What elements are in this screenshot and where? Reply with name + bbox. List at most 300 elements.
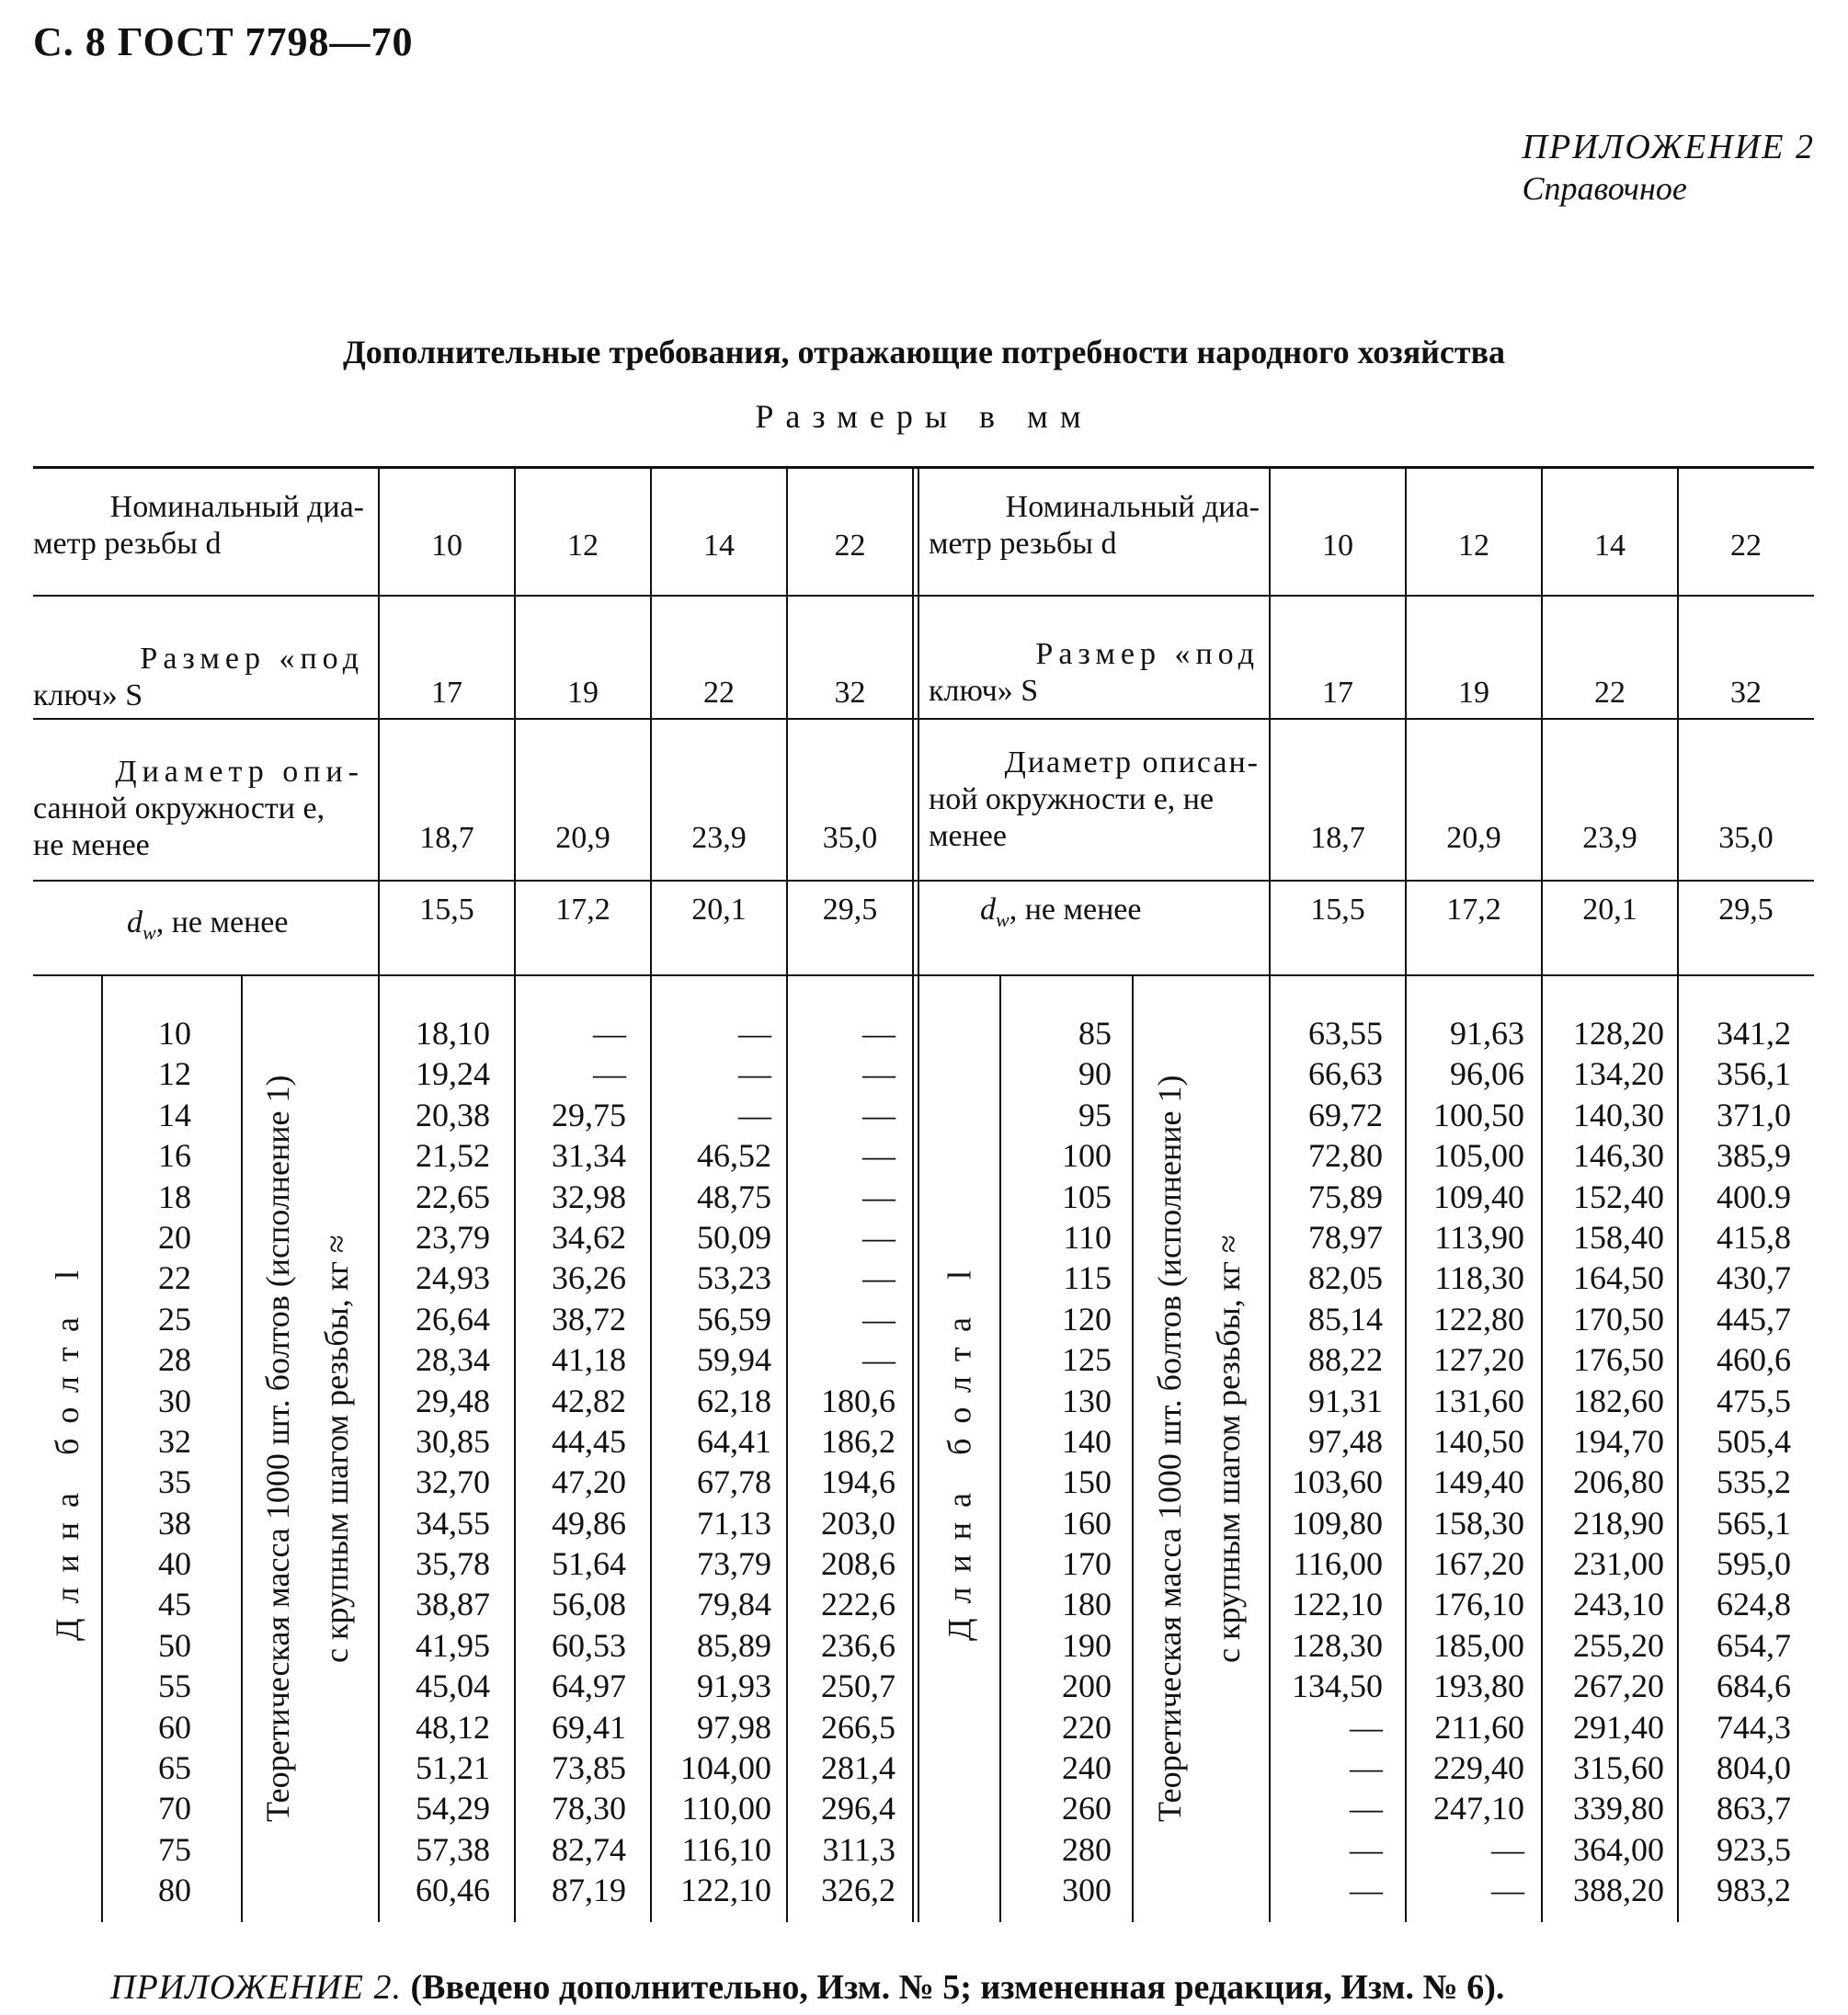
table-cell: 32: [158, 1422, 191, 1460]
table-cell: 804,0: [1717, 1749, 1791, 1787]
wrench-size-value: 22: [1594, 676, 1626, 710]
table-cell: 73,85: [552, 1749, 626, 1787]
table-cell: —: [1350, 1790, 1383, 1827]
table-cell: 140: [1062, 1422, 1112, 1460]
table-cell: 231,00: [1573, 1545, 1664, 1583]
table-cell: —: [593, 1055, 626, 1093]
table-cell: 66,63: [1308, 1055, 1383, 1093]
right-lengths-column: [1001, 1013, 1112, 1911]
page-header: С. 8 ГОСТ 7798—70: [33, 19, 414, 64]
nominal-diameter-value: 22: [1730, 529, 1762, 563]
table-cell: 25: [158, 1300, 191, 1338]
table-cell: 12: [158, 1055, 191, 1093]
table-cell: 14: [158, 1096, 191, 1133]
table-cell: 164,50: [1573, 1259, 1664, 1297]
dw-symbol: d: [127, 905, 143, 939]
table-cell: 97,98: [697, 1708, 771, 1746]
table-cell: 236,6: [821, 1626, 895, 1664]
left-d22-column: [788, 1013, 895, 1911]
table-cell: 116,10: [681, 1830, 771, 1868]
table-cell: 109,80: [1292, 1504, 1383, 1542]
circumscribed-value: 35,0: [1718, 821, 1774, 855]
table-cell: 21,52: [416, 1137, 490, 1175]
table-cell: 34,55: [416, 1504, 490, 1542]
table-cell: 29,75: [552, 1096, 626, 1133]
dw-symbol: d: [980, 893, 996, 927]
right-d14-column: [1543, 1013, 1664, 1911]
left-d10-column: [380, 1013, 490, 1911]
table-cell: 103,60: [1292, 1463, 1383, 1501]
table-cell: 45,04: [416, 1668, 490, 1705]
table-cell: 140,50: [1433, 1422, 1524, 1460]
table-cell: 140,30: [1573, 1096, 1664, 1133]
table-cell: 100,50: [1433, 1096, 1524, 1133]
table-cell: 182,60: [1573, 1382, 1664, 1419]
table-cell: 51,21: [416, 1749, 490, 1787]
table-cell: 146,30: [1573, 1137, 1664, 1175]
table-cell: 744,3: [1717, 1708, 1791, 1746]
table-cell: 75: [158, 1830, 191, 1868]
table-cell: 85,14: [1308, 1300, 1383, 1338]
wrench-size-label-left-line2: ключ» S: [33, 678, 143, 712]
mass-label-left-line2: с крупным шагом резьбы, кг ≈: [318, 1235, 355, 1663]
wrench-size-label-right-line1: Размер «под: [1035, 637, 1260, 671]
table-cell: 281,4: [821, 1749, 895, 1787]
nominal-diameter-label-right-line1: Номинальный диа-: [1005, 490, 1260, 524]
circumscribed-value: 23,9: [1582, 821, 1637, 855]
table-cell: 71,13: [697, 1504, 771, 1542]
table-cell: 110,00: [681, 1790, 771, 1827]
table-cell: 684,6: [1717, 1668, 1791, 1705]
units-note: Размеры в мм: [755, 398, 1093, 435]
right-d22-column: [1679, 1013, 1791, 1911]
table-cell: 53,23: [697, 1259, 771, 1297]
table-cell: 35,78: [416, 1545, 490, 1583]
table-cell: 983,2: [1717, 1872, 1791, 1909]
table-cell: 57,38: [416, 1830, 490, 1868]
table-cell: 190: [1062, 1626, 1112, 1664]
table-cell: 18,10: [416, 1015, 490, 1052]
nominal-diameter-value: 10: [1322, 529, 1353, 563]
table-cell: 280: [1062, 1830, 1112, 1868]
table-cell: 24,93: [416, 1259, 490, 1297]
footer-appendix-ref: ПРИЛОЖЕНИЕ 2.: [110, 1968, 402, 2007]
table-top-rule: [33, 466, 1814, 469]
table-rule: [912, 468, 914, 1922]
table-cell: —: [738, 1096, 771, 1133]
table-cell: 88,22: [1308, 1341, 1383, 1379]
table-cell: 229,40: [1433, 1749, 1524, 1787]
table-cell: 41,95: [416, 1626, 490, 1664]
table-cell: 149,40: [1433, 1463, 1524, 1501]
table-cell: 300: [1062, 1872, 1112, 1909]
table-cell: 364,00: [1573, 1830, 1664, 1868]
table-cell: 118,30: [1434, 1259, 1524, 1297]
mass-label-left-line1: Теоретическая масса 1000 шт. болтов (исполнение 1): [259, 1075, 296, 1823]
table-cell: 46,52: [697, 1137, 771, 1175]
table-cell: 91,63: [1450, 1015, 1524, 1052]
table-cell: 128,30: [1292, 1626, 1383, 1664]
nominal-diameter-label-left-line1: Номинальный диа-: [109, 490, 364, 524]
table-cell: 243,10: [1573, 1586, 1664, 1623]
table-cell: 40: [158, 1545, 191, 1583]
table-cell: 50: [158, 1626, 191, 1664]
wrench-size-value: 32: [1730, 676, 1762, 710]
table-rule: [1132, 975, 1134, 1922]
wrench-size-value: 17: [431, 676, 462, 710]
circumscribed-value: 18,7: [419, 821, 474, 855]
table-cell: 206,80: [1573, 1463, 1664, 1501]
table-cell: 80: [158, 1872, 191, 1909]
nominal-diameter-value: 14: [1594, 529, 1626, 563]
table-cell: 29,48: [416, 1382, 490, 1419]
table-cell: 96,06: [1450, 1055, 1524, 1093]
table-cell: 120: [1062, 1300, 1112, 1338]
dw-value: 20,1: [691, 893, 747, 927]
table-cell: 535,2: [1717, 1463, 1791, 1501]
table-cell: 211,60: [1434, 1708, 1524, 1746]
appendix-subtitle: Справочное: [1522, 170, 1687, 207]
table-cell: —: [862, 1055, 895, 1093]
table-cell: —: [1350, 1749, 1383, 1787]
mass-label-right-line1: Теоретическая масса 1000 шт. болтов (исполнение 1): [1151, 1075, 1188, 1823]
left-lengths-column: [103, 1013, 191, 1911]
circumscribed-value: 35,0: [822, 821, 878, 855]
table-cell: —: [862, 1015, 895, 1052]
table-cell: 240: [1062, 1749, 1112, 1787]
table-cell: 18: [158, 1178, 191, 1215]
footer-note: [110, 1967, 1504, 2008]
table-cell: 78,30: [552, 1790, 626, 1827]
table-cell: 150: [1062, 1463, 1112, 1501]
table-rule: [33, 880, 1814, 882]
table-cell: 30,85: [416, 1422, 490, 1460]
table-cell: 59,94: [697, 1341, 771, 1379]
table-cell: 70: [158, 1790, 191, 1827]
table-cell: 134,50: [1292, 1668, 1383, 1705]
table-cell: 122,10: [680, 1872, 771, 1909]
table-cell: —: [862, 1096, 895, 1133]
table-cell: 176,50: [1573, 1341, 1664, 1379]
table-cell: 105,00: [1433, 1137, 1524, 1175]
circumscribed-value: 20,9: [555, 821, 610, 855]
table-cell: 371,0: [1717, 1096, 1791, 1133]
table-cell: 60: [158, 1708, 191, 1746]
table-cell: 91,31: [1308, 1382, 1383, 1419]
table-cell: 505,4: [1717, 1422, 1791, 1460]
table-cell: 60,46: [416, 1872, 490, 1909]
table-cell: 78,97: [1308, 1218, 1383, 1256]
table-cell: 45: [158, 1586, 191, 1623]
table-cell: 267,20: [1573, 1668, 1664, 1705]
table-cell: 63,55: [1308, 1015, 1383, 1052]
table-rule: [33, 595, 1814, 597]
wrench-size-value: 32: [834, 676, 866, 710]
circumscribed-label-right-line3: менее: [929, 819, 1007, 853]
table-cell: 291,40: [1573, 1708, 1664, 1746]
table-cell: 91,93: [697, 1668, 771, 1705]
circumscribed-value: 20,9: [1446, 821, 1501, 855]
table-cell: 326,2: [821, 1872, 895, 1909]
table-cell: —: [862, 1218, 895, 1256]
table-cell: 64,41: [697, 1422, 771, 1460]
footer-revision-text: (Введено дополнительно, Изм. № 5; измененная редакция, Изм. № 6).: [410, 1968, 1505, 2007]
table-cell: 60,53: [552, 1626, 626, 1664]
table-cell: 315,60: [1573, 1749, 1664, 1787]
table-cell: 125: [1062, 1341, 1112, 1379]
table-cell: —: [1491, 1830, 1524, 1868]
table-cell: 47,20: [552, 1463, 626, 1501]
table-cell: 385,9: [1717, 1137, 1791, 1175]
table-cell: 34,62: [552, 1218, 626, 1256]
table-cell: 22: [158, 1259, 191, 1297]
table-cell: 460,6: [1717, 1341, 1791, 1379]
table-cell: 62,18: [697, 1382, 771, 1419]
table-cell: 167,20: [1433, 1545, 1524, 1583]
table-cell: 20: [158, 1218, 191, 1256]
nominal-diameter-value: 12: [567, 529, 599, 563]
dw-label-right: [980, 892, 1141, 939]
table-cell: 95: [1078, 1096, 1112, 1133]
table-cell: —: [862, 1137, 895, 1175]
dw-value: 29,5: [1718, 893, 1774, 927]
table-cell: 115: [1063, 1259, 1112, 1297]
nominal-diameter-value: 22: [834, 529, 866, 563]
dw-value: 29,5: [822, 893, 878, 927]
wrench-size-value: 19: [567, 676, 599, 710]
table-cell: 67,78: [697, 1463, 771, 1501]
table-cell: 48,75: [697, 1178, 771, 1215]
dw-subscript: w: [996, 907, 1010, 931]
table-cell: 42,82: [552, 1382, 626, 1419]
table-cell: 176,10: [1433, 1586, 1524, 1623]
bolt-length-label-right: Длина болта l: [941, 1256, 978, 1642]
table-cell: 180: [1062, 1586, 1112, 1623]
dw-value: 15,5: [1310, 893, 1365, 927]
table-cell: 158,40: [1573, 1218, 1664, 1256]
table-cell: 69,72: [1308, 1096, 1383, 1133]
table-cell: 565,1: [1717, 1504, 1791, 1542]
table-cell: 10: [158, 1015, 191, 1052]
table-cell: 400.9: [1717, 1178, 1791, 1215]
wrench-size-value: 17: [1322, 676, 1353, 710]
table-cell: 72,80: [1308, 1137, 1383, 1175]
table-cell: 923,5: [1717, 1830, 1791, 1868]
table-cell: 445,7: [1717, 1300, 1791, 1338]
dw-label-left: [127, 905, 288, 951]
table-cell: 388,20: [1573, 1872, 1664, 1909]
dw-subscript: w: [143, 920, 156, 944]
table-cell: 56,59: [697, 1300, 771, 1338]
table-cell: —: [862, 1178, 895, 1215]
table-cell: 430,7: [1717, 1259, 1791, 1297]
table-cell: 65: [158, 1749, 191, 1787]
table-cell: 152,40: [1573, 1178, 1664, 1215]
table-cell: 82,74: [552, 1830, 626, 1868]
dw-value: 20,1: [1582, 893, 1637, 927]
circumscribed-value: 23,9: [691, 821, 747, 855]
table-cell: —: [1350, 1830, 1383, 1868]
table-cell: 266,5: [821, 1708, 895, 1746]
table-cell: 20,38: [416, 1096, 490, 1133]
table-cell: —: [862, 1259, 895, 1297]
table-cell: 31,34: [552, 1137, 626, 1175]
table-cell: 122,10: [1292, 1586, 1383, 1623]
table-cell: 193,80: [1433, 1668, 1524, 1705]
nominal-diameter-label-right-line2: метр резьбы d: [929, 527, 1117, 561]
dw-value: 15,5: [419, 893, 474, 927]
nominal-diameter-label-left-line2: метр резьбы d: [33, 527, 222, 561]
table-cell: 38: [158, 1504, 191, 1542]
table-cell: 250,7: [821, 1668, 895, 1705]
circumscribed-label-right-line2: ной окружности e, не: [929, 782, 1215, 816]
document-title: Дополнительные требования, отражающие потребности народного хозяйства: [342, 334, 1506, 370]
table-cell: —: [1350, 1872, 1383, 1909]
table-cell: 186,2: [821, 1422, 895, 1460]
table-cell: 194,70: [1573, 1422, 1664, 1460]
table-cell: 22,65: [416, 1178, 490, 1215]
table-cell: 208,6: [821, 1545, 895, 1583]
table-cell: 260: [1062, 1790, 1112, 1827]
table-cell: 41,18: [552, 1341, 626, 1379]
table-cell: 130: [1062, 1382, 1112, 1419]
table-cell: 122,80: [1433, 1300, 1524, 1338]
table-cell: 222,6: [821, 1586, 895, 1623]
table-rule: [33, 718, 1814, 720]
table-cell: 247,10: [1433, 1790, 1524, 1827]
table-cell: 160: [1062, 1504, 1112, 1542]
table-cell: —: [862, 1341, 895, 1379]
mass-label-right-line2: с крупным шагом резьбы, кг ≈: [1210, 1235, 1247, 1663]
appendix-title: ПРИЛОЖЕНИЕ 2: [1522, 128, 1815, 166]
table-cell: 203,0: [821, 1504, 895, 1542]
table-rule: [241, 975, 243, 1922]
nominal-diameter-value: 12: [1458, 529, 1489, 563]
table-cell: 255,20: [1573, 1626, 1664, 1664]
table-cell: 16: [158, 1137, 191, 1175]
table-cell: 30: [158, 1382, 191, 1419]
table-cell: 55: [158, 1668, 191, 1705]
table-cell: 475,5: [1717, 1382, 1791, 1419]
table-cell: 97,48: [1308, 1422, 1383, 1460]
table-cell: —: [593, 1015, 626, 1052]
table-cell: 185,00: [1433, 1626, 1524, 1664]
wrench-size-value: 19: [1458, 676, 1489, 710]
wrench-size-label-left-line1: Размер «под: [140, 642, 364, 676]
table-cell: 100: [1062, 1137, 1112, 1175]
table-cell: 50,09: [697, 1218, 771, 1256]
table-cell: 87,19: [552, 1872, 626, 1909]
table-cell: 54,29: [416, 1790, 490, 1827]
circumscribed-label-right-line1: Диаметр описан-: [1004, 746, 1260, 780]
table-cell: 127,20: [1433, 1341, 1524, 1379]
table-cell: 180,6: [821, 1382, 895, 1419]
table-cell: 26,64: [416, 1300, 490, 1338]
table-cell: 339,80: [1573, 1790, 1664, 1827]
circumscribed-label-left-line2: санной окружности e,: [33, 791, 325, 825]
table-cell: 35: [158, 1463, 191, 1501]
table-cell: 44,45: [552, 1422, 626, 1460]
table-cell: —: [862, 1300, 895, 1338]
table-cell: 90: [1078, 1055, 1112, 1093]
table-cell: 28,34: [416, 1341, 490, 1379]
dw-value: 17,2: [555, 893, 610, 927]
appendix-block: [1523, 127, 1815, 208]
table-cell: 75,89: [1308, 1178, 1383, 1215]
circumscribed-label-left-line1: Диаметр опи-: [115, 755, 364, 789]
table-cell: 32,98: [552, 1178, 626, 1215]
table-cell: 69,41: [552, 1708, 626, 1746]
table-cell: 38,72: [552, 1300, 626, 1338]
table-cell: —: [738, 1055, 771, 1093]
table-cell: 200: [1062, 1668, 1112, 1705]
table-cell: 104,00: [680, 1749, 771, 1787]
table-cell: 134,20: [1573, 1055, 1664, 1093]
table-cell: 170,50: [1573, 1300, 1664, 1338]
circumscribed-label-left-line3: не менее: [33, 828, 150, 862]
table-cell: 85: [1078, 1015, 1112, 1052]
table-cell: 56,08: [552, 1586, 626, 1623]
table-cell: 624,8: [1717, 1586, 1791, 1623]
right-d10-column: [1271, 1013, 1383, 1911]
nominal-diameter-value: 10: [431, 529, 462, 563]
table-cell: 64,97: [552, 1668, 626, 1705]
table-cell: 131,60: [1433, 1382, 1524, 1419]
table-cell: 170: [1062, 1545, 1112, 1583]
table-cell: 341,2: [1717, 1015, 1791, 1052]
table-cell: 36,26: [552, 1259, 626, 1297]
table-cell: 73,79: [697, 1545, 771, 1583]
table-cell: 82,05: [1308, 1259, 1383, 1297]
table-cell: 85,89: [697, 1626, 771, 1664]
table-cell: 48,12: [416, 1708, 490, 1746]
table-cell: 356,1: [1717, 1055, 1791, 1093]
table-cell: —: [1491, 1872, 1524, 1909]
table-cell: 311,3: [822, 1830, 895, 1868]
table-cell: 19,24: [416, 1055, 490, 1093]
table-cell: 415,8: [1717, 1218, 1791, 1256]
wrench-size-label-right-line2: ключ» S: [929, 674, 1039, 708]
table-cell: 110: [1063, 1218, 1112, 1256]
table-cell: 51,64: [552, 1545, 626, 1583]
table-cell: 654,7: [1717, 1626, 1791, 1664]
table-cell: 116,00: [1293, 1545, 1383, 1583]
table-cell: 105: [1062, 1178, 1112, 1215]
table-cell: 79,84: [697, 1586, 771, 1623]
table-cell: 194,6: [821, 1463, 895, 1501]
table-cell: 32,70: [416, 1463, 490, 1501]
table-cell: 28: [158, 1341, 191, 1379]
dw-value: 17,2: [1446, 893, 1501, 927]
bolt-length-label-left: Длина болта l: [49, 1256, 86, 1642]
table-cell: 218,90: [1573, 1504, 1664, 1542]
table-cell: 38,87: [416, 1586, 490, 1623]
nominal-diameter-value: 14: [703, 529, 735, 563]
left-d14-column: [652, 1013, 771, 1911]
dw-label-text: , не менее: [155, 905, 289, 939]
table-cell: 113,90: [1434, 1218, 1524, 1256]
table-cell: 595,0: [1717, 1545, 1791, 1583]
table-cell: 296,4: [821, 1790, 895, 1827]
table-cell: 109,40: [1433, 1178, 1524, 1215]
right-d12-column: [1407, 1013, 1524, 1911]
dw-label-text: , не менее: [1009, 893, 1142, 927]
table-cell: —: [738, 1015, 771, 1052]
wrench-size-value: 22: [703, 676, 735, 710]
circumscribed-value: 18,7: [1310, 821, 1365, 855]
table-cell: 49,86: [552, 1504, 626, 1542]
table-cell: 128,20: [1573, 1015, 1664, 1052]
